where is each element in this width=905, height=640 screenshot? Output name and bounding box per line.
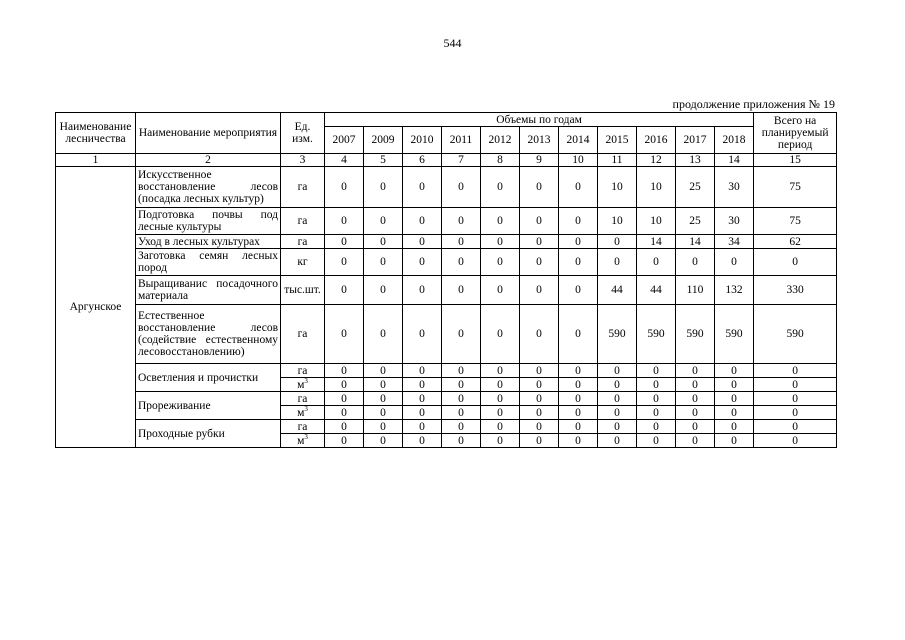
column-number: 14	[715, 154, 754, 167]
value-cell: 0	[364, 392, 403, 406]
activity-name: Осветления и прочистки	[136, 364, 281, 392]
unit-cell: га	[281, 420, 325, 434]
value-cell: 34	[715, 235, 754, 249]
total-cell: 62	[754, 235, 837, 249]
value-cell: 0	[325, 249, 364, 276]
value-cell: 0	[715, 378, 754, 392]
value-cell: 0	[403, 249, 442, 276]
value-cell: 0	[598, 364, 637, 378]
header-year: 2013	[520, 127, 559, 154]
value-cell: 0	[676, 249, 715, 276]
total-cell: 0	[754, 364, 837, 378]
activity-name: Заготовка семян лесных пород	[136, 249, 281, 276]
value-cell: 0	[403, 167, 442, 208]
value-cell: 0	[481, 208, 520, 235]
forestry-name: Аргунское	[56, 167, 136, 448]
value-cell: 0	[442, 364, 481, 378]
page-number: 544	[443, 36, 462, 50]
value-cell: 0	[442, 235, 481, 249]
value-cell: 590	[598, 305, 637, 364]
unit-cell: $м^3$	[281, 378, 325, 392]
activity-name: Подготовка почвы под лесные культуры	[136, 208, 281, 235]
value-cell: 0	[364, 364, 403, 378]
value-cell: 25	[676, 208, 715, 235]
value-cell: 0	[715, 249, 754, 276]
table-row	[56, 305, 837, 364]
header-year: 2011	[442, 127, 481, 154]
value-cell: 0	[325, 167, 364, 208]
value-cell: 0	[598, 420, 637, 434]
header-activity: Наименование мероприятия	[136, 113, 281, 154]
value-cell: 0	[442, 378, 481, 392]
column-numbers-row	[56, 154, 837, 167]
value-cell: 0	[325, 364, 364, 378]
value-cell: 0	[715, 364, 754, 378]
activity-name: Прореживание	[136, 392, 281, 420]
value-cell: 110	[676, 276, 715, 305]
value-cell: 0	[520, 305, 559, 364]
unit-cell: $м^3$	[281, 434, 325, 448]
header-year: 2007	[325, 127, 364, 154]
table-row	[56, 235, 837, 249]
value-cell: 0	[481, 305, 520, 364]
total-cell: 0	[754, 420, 837, 434]
value-cell: 0	[403, 235, 442, 249]
table-row	[56, 420, 837, 434]
table-row	[56, 364, 837, 378]
header-unit: Ед. изм.	[281, 113, 325, 154]
column-number: 6	[403, 154, 442, 167]
value-cell: 0	[442, 276, 481, 305]
value-cell: 0	[676, 364, 715, 378]
total-cell: 0	[754, 392, 837, 406]
value-cell: 0	[325, 392, 364, 406]
value-cell: 0	[520, 434, 559, 448]
value-cell: 0	[364, 406, 403, 420]
value-cell: 0	[598, 434, 637, 448]
activity-name: Искусственное восстановление лесов (посадка лесных культур)	[136, 167, 281, 208]
header-year: 2009	[364, 127, 403, 154]
value-cell: 30	[715, 167, 754, 208]
value-cell: 10	[637, 208, 676, 235]
value-cell: 0	[364, 305, 403, 364]
value-cell: 0	[637, 364, 676, 378]
value-cell: 0	[481, 364, 520, 378]
value-cell: 0	[325, 406, 364, 420]
value-cell: 0	[715, 420, 754, 434]
header-year: 2018	[715, 127, 754, 154]
header-volumes: Объемы по годам	[325, 113, 754, 127]
unit-cell: га	[281, 167, 325, 208]
value-cell: 0	[364, 434, 403, 448]
value-cell: 0	[442, 392, 481, 406]
value-cell: 0	[715, 392, 754, 406]
value-cell: 0	[637, 420, 676, 434]
value-cell: 0	[559, 406, 598, 420]
value-cell: 0	[559, 208, 598, 235]
value-cell: 0	[559, 305, 598, 364]
column-number: 13	[676, 154, 715, 167]
value-cell: 0	[598, 392, 637, 406]
value-cell: 0	[481, 249, 520, 276]
value-cell: 0	[364, 276, 403, 305]
value-cell: 590	[676, 305, 715, 364]
column-number: 8	[481, 154, 520, 167]
unit-cell: $м^3$	[281, 406, 325, 420]
column-number: 3	[281, 154, 325, 167]
value-cell: 0	[481, 406, 520, 420]
value-cell: 0	[442, 434, 481, 448]
value-cell: 0	[481, 276, 520, 305]
value-cell: 0	[325, 208, 364, 235]
activity-name: Естественное восстановление лесов (содействие естественному лесовосстановлению)	[136, 305, 281, 364]
value-cell: 0	[598, 406, 637, 420]
value-cell: 0	[364, 167, 403, 208]
total-cell: 330	[754, 276, 837, 305]
value-cell: 44	[598, 276, 637, 305]
column-number: 10	[559, 154, 598, 167]
value-cell: 0	[520, 420, 559, 434]
value-cell: 0	[364, 378, 403, 392]
value-cell: 132	[715, 276, 754, 305]
value-cell: 0	[442, 208, 481, 235]
total-cell: 0	[754, 434, 837, 448]
value-cell: 0	[559, 249, 598, 276]
value-cell: 0	[520, 364, 559, 378]
value-cell: 0	[403, 406, 442, 420]
value-cell: 0	[403, 276, 442, 305]
value-cell: 0	[598, 249, 637, 276]
value-cell: 0	[637, 378, 676, 392]
value-cell: 0	[325, 420, 364, 434]
column-number: 9	[520, 154, 559, 167]
value-cell: 0	[520, 167, 559, 208]
value-cell: 0	[403, 208, 442, 235]
value-cell: 14	[637, 235, 676, 249]
value-cell: 0	[403, 305, 442, 364]
value-cell: 0	[403, 434, 442, 448]
value-cell: 0	[520, 276, 559, 305]
unit-cell: га	[281, 392, 325, 406]
total-cell: 0	[754, 249, 837, 276]
value-cell: 0	[637, 434, 676, 448]
column-number: 15	[754, 154, 837, 167]
column-number: 11	[598, 154, 637, 167]
value-cell: 0	[403, 420, 442, 434]
column-number: 2	[136, 154, 281, 167]
value-cell: 0	[598, 378, 637, 392]
value-cell: 0	[559, 364, 598, 378]
unit-cell: га	[281, 235, 325, 249]
value-cell: 0	[559, 167, 598, 208]
value-cell: 0	[325, 378, 364, 392]
value-cell: 0	[598, 235, 637, 249]
volumes-table	[55, 112, 837, 448]
value-cell: 0	[559, 276, 598, 305]
value-cell: 0	[637, 249, 676, 276]
table-row	[56, 276, 837, 305]
value-cell: 0	[520, 249, 559, 276]
value-cell: 10	[637, 167, 676, 208]
value-cell: 0	[559, 392, 598, 406]
value-cell: 590	[715, 305, 754, 364]
value-cell: 0	[637, 406, 676, 420]
value-cell: 0	[364, 208, 403, 235]
value-cell: 0	[481, 235, 520, 249]
value-cell: 0	[559, 420, 598, 434]
value-cell: 0	[676, 406, 715, 420]
header-forestry: Наименование лесничества	[56, 113, 136, 154]
total-cell: 590	[754, 305, 837, 364]
column-number: 5	[364, 154, 403, 167]
value-cell: 0	[676, 420, 715, 434]
value-cell: 0	[520, 378, 559, 392]
value-cell: 0	[442, 406, 481, 420]
value-cell: 10	[598, 208, 637, 235]
unit-cell: га	[281, 364, 325, 378]
value-cell: 10	[598, 167, 637, 208]
value-cell: 0	[559, 434, 598, 448]
unit-cell: га	[281, 208, 325, 235]
value-cell: 0	[676, 392, 715, 406]
value-cell: 0	[325, 434, 364, 448]
value-cell: 0	[442, 249, 481, 276]
value-cell: 0	[442, 420, 481, 434]
header-year: 2015	[598, 127, 637, 154]
header-row	[56, 113, 837, 127]
table-row	[56, 167, 837, 208]
value-cell: 0	[520, 406, 559, 420]
value-cell: 0	[403, 392, 442, 406]
column-number: 12	[637, 154, 676, 167]
total-cell: 0	[754, 406, 837, 420]
value-cell: 30	[715, 208, 754, 235]
header-year: 2014	[559, 127, 598, 154]
activity-name: Проходные рубки	[136, 420, 281, 448]
total-cell: 0	[754, 378, 837, 392]
value-cell: 0	[520, 208, 559, 235]
value-cell: 0	[403, 364, 442, 378]
value-cell: 0	[442, 167, 481, 208]
unit-cell: тыс.шт.	[281, 276, 325, 305]
value-cell: 0	[364, 235, 403, 249]
header-year: 2012	[481, 127, 520, 154]
value-cell: 25	[676, 167, 715, 208]
header-year: 2016	[637, 127, 676, 154]
value-cell: 0	[637, 392, 676, 406]
value-cell: 0	[715, 434, 754, 448]
table-row	[56, 208, 837, 235]
total-cell: 75	[754, 208, 837, 235]
value-cell: 0	[325, 276, 364, 305]
value-cell: 0	[559, 235, 598, 249]
value-cell: 0	[403, 378, 442, 392]
column-number: 7	[442, 154, 481, 167]
header-year: 2010	[403, 127, 442, 154]
value-cell: 0	[481, 420, 520, 434]
value-cell: 14	[676, 235, 715, 249]
value-cell: 0	[325, 305, 364, 364]
column-number: 4	[325, 154, 364, 167]
value-cell: 590	[637, 305, 676, 364]
appendix-label: продолжение приложения № 19	[672, 97, 835, 111]
activity-name: Уход в лесных культурах	[136, 235, 281, 249]
value-cell: 0	[442, 305, 481, 364]
column-number: 1	[56, 154, 136, 167]
table-row	[56, 249, 837, 276]
value-cell: 0	[364, 249, 403, 276]
unit-cell: га	[281, 305, 325, 364]
value-cell: 0	[676, 434, 715, 448]
value-cell: 0	[559, 378, 598, 392]
value-cell: 0	[481, 434, 520, 448]
value-cell: 0	[481, 378, 520, 392]
value-cell: 44	[637, 276, 676, 305]
value-cell: 0	[520, 235, 559, 249]
unit-cell: кг	[281, 249, 325, 276]
value-cell: 0	[715, 406, 754, 420]
value-cell: 0	[676, 378, 715, 392]
value-cell: 0	[520, 392, 559, 406]
value-cell: 0	[481, 167, 520, 208]
table-row	[56, 392, 837, 406]
header-year: 2017	[676, 127, 715, 154]
total-cell: 75	[754, 167, 837, 208]
header-total: Всего на планируемый период	[754, 113, 837, 154]
activity-name: Выращиванис посадочного материала	[136, 276, 281, 305]
value-cell: 0	[481, 392, 520, 406]
value-cell: 0	[325, 235, 364, 249]
value-cell: 0	[364, 420, 403, 434]
